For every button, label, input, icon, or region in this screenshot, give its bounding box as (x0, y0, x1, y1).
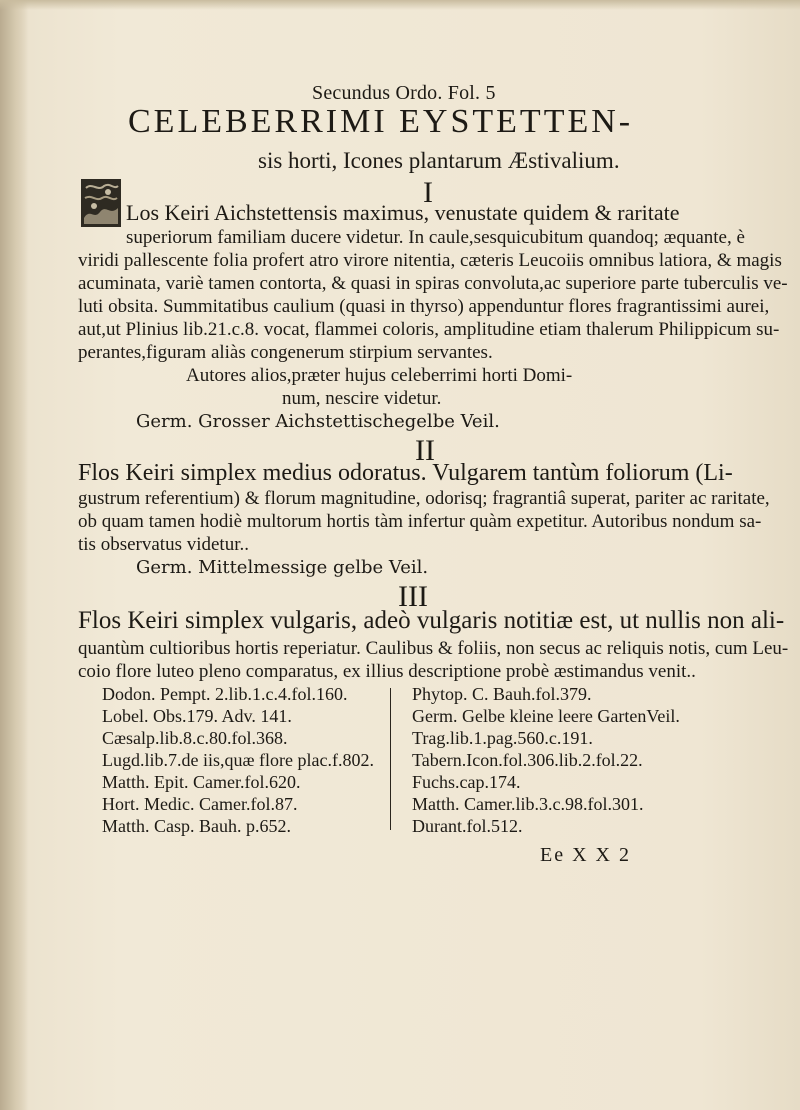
page-gutter-shadow (0, 0, 28, 1110)
signature-mark: Ee X X 2 (540, 844, 631, 866)
entry-text-line: tis observatus videtur.. (78, 534, 249, 555)
reference-item: Trag.lib.1.pag.560.c.191. (412, 728, 593, 748)
entry-numeral: II (415, 434, 435, 467)
german-name: Germ. Grosser Aichstettischegelbe Veil. (136, 411, 500, 432)
page-title: CELEBERRIMI EYSTETTEN- (128, 103, 634, 140)
entry-text-line (126, 202, 680, 224)
references-right (412, 683, 680, 837)
entry-text-line: viridi pallescente folia profert atro virore nitentia, cæteris Leucoiis omnibus latiora, & magis (78, 250, 782, 271)
entry-text-line: luti obsita. Summitatibus caulium (quasi in thyrso) appenduntur flores fragrantissimi aurei, (78, 296, 770, 317)
entry-text-line: aut,ut Plinius lib.21.c.8. vocat, flammei coloris, amplitudine etiam thalerum Philippicum su- (78, 319, 780, 340)
reference-item: Matth. Camer.lib.3.c.98.fol.301. (412, 794, 644, 814)
entry-text-line: Flos Keiri simplex medius odoratus. Vulgarem tantùm foliorum (Li- (78, 460, 733, 486)
entry-text-line: coio flore luteo pleno comparatus, ex illius descriptione probè æstimandus venit.. (78, 661, 696, 682)
reference-item: Phytop. C. Bauh.fol.379. (412, 684, 592, 704)
reference-item: Germ. Gelbe kleine leere GartenVeil. (412, 706, 680, 726)
page-top-shadow (0, 0, 800, 10)
german-name: Germ. Mittelmessige gelbe Veil. (136, 557, 429, 578)
reference-item: Matth. Epit. Camer.fol.620. (102, 772, 301, 792)
entry-text-line: acuminata, variè tamen contorta, & quasi in spiras convoluta,ac superiore parte tuberculis ve- (78, 273, 788, 294)
reference-item: Hort. Medic. Camer.fol.87. (102, 794, 298, 814)
entry-text-line: ob quam tamen hodiè multorum hortis tàm infertur quàm expetitur. Autoribus nondum sa- (78, 511, 762, 532)
entry-text-line: Los Keiri Aichstettensis maximus, venustate quidem & raritate (126, 200, 680, 225)
reference-item: Dodon. Pempt. 2.lib.1.c.4.fol.160. (102, 684, 348, 704)
reference-item: Matth. Casp. Bauh. p.652. (102, 816, 291, 836)
entry-text-line: superiorum familiam ducere videtur. In caule,sesquicubitum quandoq; æquante, è (126, 227, 745, 248)
page-subtitle: sis horti, Icones plantarum Æstivalium. (258, 148, 620, 173)
references-divider (390, 688, 391, 830)
reference-item: Cæsalp.lib.8.c.80.fol.368. (102, 728, 288, 748)
reference-item: Durant.fol.512. (412, 816, 523, 836)
entry-text-line: Flos Keiri simplex vulgaris, adeò vulgaris notitiæ est, ut nullis non ali- (78, 607, 785, 634)
reference-item: Lugd.lib.7.de iis,quæ flore plac.f.802. (102, 750, 374, 770)
entry-text-line: quantùm cultioribus hortis reperiatur. Caulibus & foliis, non secus ac reliquis notis, cum Leu- (78, 638, 789, 659)
reference-item: Lobel. Obs.179. Adv. 141. (102, 706, 292, 726)
references-left (102, 683, 374, 837)
woodcut-initial-ornament (80, 178, 122, 228)
entry-text-line: gustrum referentium) & florum magnitudine, odorisq; fragrantiâ superat, pariter ac raritate, (78, 488, 770, 509)
entry-numeral: III (398, 580, 428, 613)
running-head: Secundus Ordo. Fol. 5 (312, 82, 496, 104)
reference-item: Tabern.Icon.fol.306.lib.2.fol.22. (412, 750, 643, 770)
entry-text-line: num, nescire videtur. (282, 388, 442, 409)
entry-text-line: Autores alios,præter hujus celeberrimi horti Domi- (186, 365, 573, 386)
entry-numeral: I (423, 176, 433, 209)
entry-text-line: perantes,figuram aliàs congenerum stirpium servantes. (78, 342, 493, 363)
reference-item: Fuchs.cap.174. (412, 772, 521, 792)
